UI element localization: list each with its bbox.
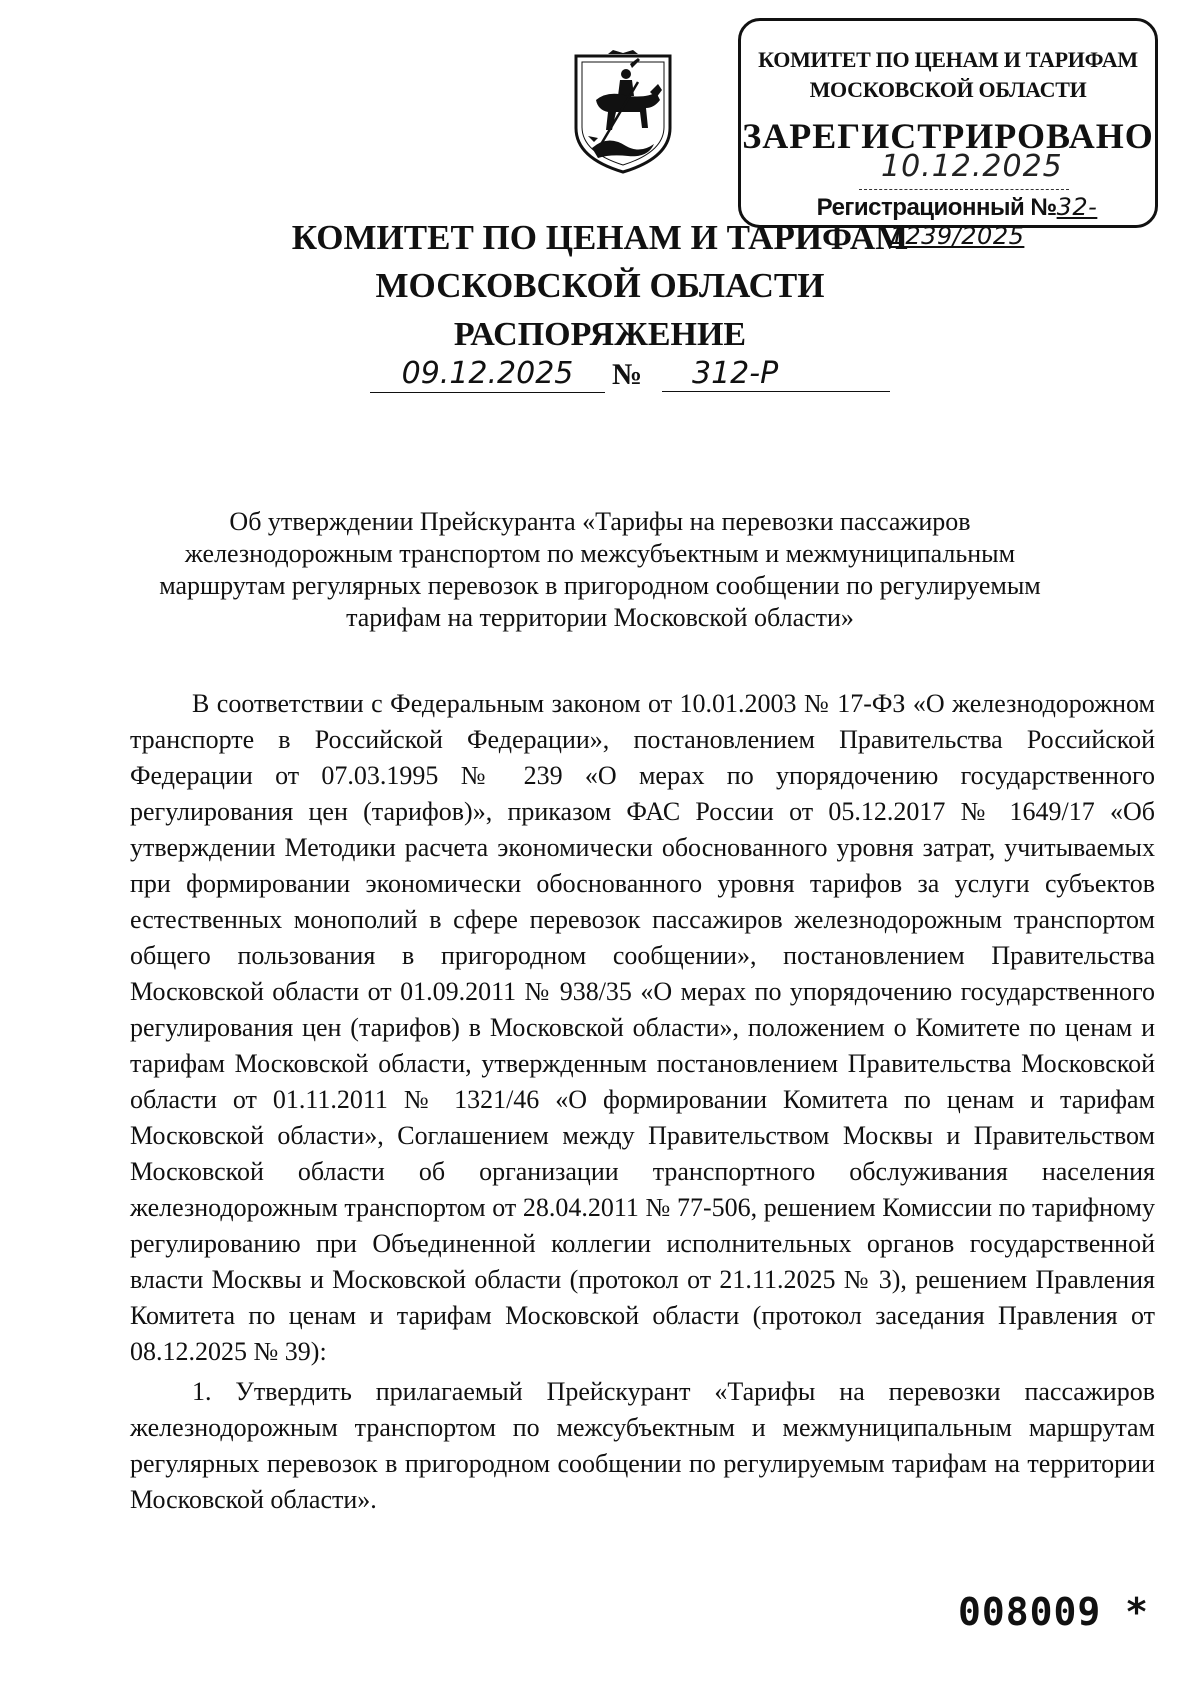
registration-stamp: [738, 18, 1158, 250]
stamp-date-line: [859, 189, 1069, 190]
serial-number: 008009 *: [958, 1590, 1150, 1634]
organization-title: [200, 214, 1000, 310]
document-date-number: [370, 356, 890, 396]
coat-of-arms-icon: [568, 50, 678, 175]
stamp-reg-number: 32-1239/2025: [889, 193, 1098, 250]
number-sign: №: [612, 358, 643, 391]
org-title-line1: КОМИТЕТ ПО ЦЕНАМ И ТАРИФАМ: [291, 218, 909, 257]
stamp-date: 10.12.2025: [881, 149, 1063, 184]
stamp-organization: [741, 45, 1155, 105]
body-paragraph: 1. Утвердить прилагаемый Прейскурант «Тарифы на перевозки пассажиров железнодорожным транспортом по межсубъектным и межмуниципальным маршрутам регулярных перевозок в пригородном сообщении по регулируемым тарифам на территории Московской области».: [130, 1377, 1155, 1514]
document-date: 09.12.2025: [370, 356, 605, 393]
stamp-org-line2: МОСКОВСКОЙ ОБЛАСТИ: [809, 77, 1087, 102]
org-title-line2: МОСКОВСКОЙ ОБЛАСТИ: [375, 266, 825, 305]
body-paragraph: В соответствии с Федеральным законом от 10.01.2003 № 17-ФЗ «О железнодорожном транспорте в Российской Федерации», постановлением Правительства Российской Федерации от 07.03.1995 № 239 «О мерах по упорядочению государственного регулирования цен (тарифов)», приказом ФАС России от 05.12.2017 № 1649/17 «Об утверждении Методики расчета экономически обоснованного уровня затрат, учитываемых при формировании экономически обоснованного уровня тарифов за услуги субъектов естественных монополий в сфере перевозок пассажиров железнодорожным транспортом общего пользования в пригородном сообщении», постановлением Правительства Московской области от 01.09.2011 № 938/35 «О мерах по упорядочению государственного регулирования цен (тарифов) в Московской области», положением о Комитете по ценам и тарифам Московской области, утвержденным постановлением Правительства Московской области от 01.11.2011 № 1321/46 «О формировании Комитета по ценам и тарифам Московской области», Соглашением между Правительством Москвы и Правительством Московской области об организации транспортного обслуживания населения железнодорожным транспортом от 28.04.2011 № 77-506, решением Комиссии по тарифному регулированию при Объединенной коллегии исполнительных органов государственной власти Москвы и Московской области (протокол от 21.11.2025 № 3), решением Правления Комитета по ценам и тарифам Московской области (протокол заседания Правления от 08.12.2025 № 39):: [130, 689, 1155, 1366]
document-number: 312-Р: [662, 356, 890, 392]
document-type: РАСПОРЯЖЕНИЕ: [453, 316, 747, 353]
stamp-reg-label: Регистрационный №: [816, 194, 1057, 221]
document-body: [130, 686, 1155, 1518]
stamp-registered-label: ЗАРЕГИСТРИРОВАНО: [742, 116, 1154, 156]
stamp-org-line1: КОМИТЕТ ПО ЦЕНАМ И ТАРИФАМ: [758, 47, 1138, 72]
document-subject: Об утверждении Прейскуранта «Тарифы на перевозки пассажиров железнодорожным транспортом по межсубъектным и межмуниципальным маршрутам регулярных перевозок в пригородном сообщении по регулируемым тарифам на территории Московской области»: [159, 507, 1041, 632]
